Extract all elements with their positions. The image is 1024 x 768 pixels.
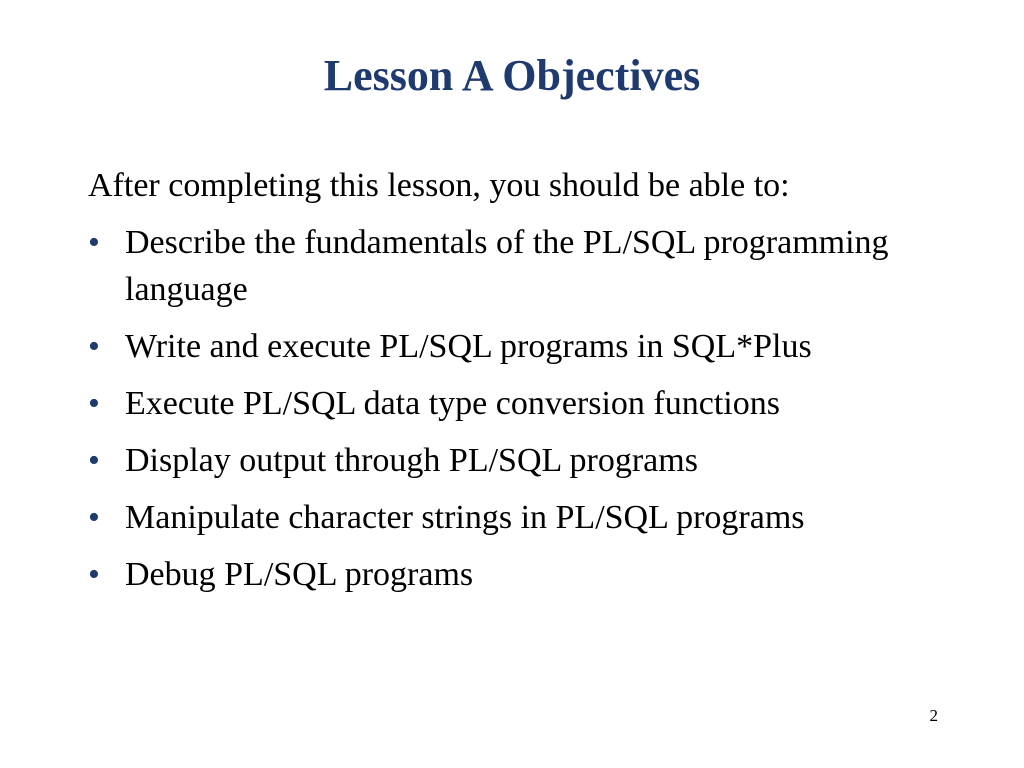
bullet-item (88, 380, 968, 427)
intro-text: After completing this lesson, you should be able to: (88, 167, 790, 204)
slide-body (88, 162, 968, 608)
bullet-marker: • (88, 442, 100, 479)
bullet-item (88, 437, 968, 484)
bullet-marker: • (88, 328, 100, 365)
slide-number: 2 (929, 706, 938, 725)
bullet-text: Manipulate character strings in PL/SQL programs (125, 499, 805, 536)
objectives-list (88, 219, 968, 598)
bullet-text: Write and execute PL/SQL programs in SQL*Plus (125, 328, 812, 365)
bullet-marker: • (88, 385, 100, 422)
bullet-marker: • (88, 224, 100, 261)
bullet-item (88, 494, 968, 541)
bullet-text: Describe the fundamentals of the PL/SQL programming language (125, 224, 889, 308)
bullet-text: Debug PL/SQL programs (125, 556, 474, 593)
slide-title: Lesson A Objectives (323, 51, 701, 100)
bullet-marker: • (88, 499, 100, 536)
bullet-text: Display output through PL/SQL programs (125, 442, 698, 479)
bullet-item (88, 219, 968, 313)
bullet-item (88, 323, 968, 370)
bullet-text: Execute PL/SQL data type conversion functions (125, 385, 780, 422)
bullet-marker: • (88, 556, 100, 593)
bullet-item (88, 551, 968, 598)
